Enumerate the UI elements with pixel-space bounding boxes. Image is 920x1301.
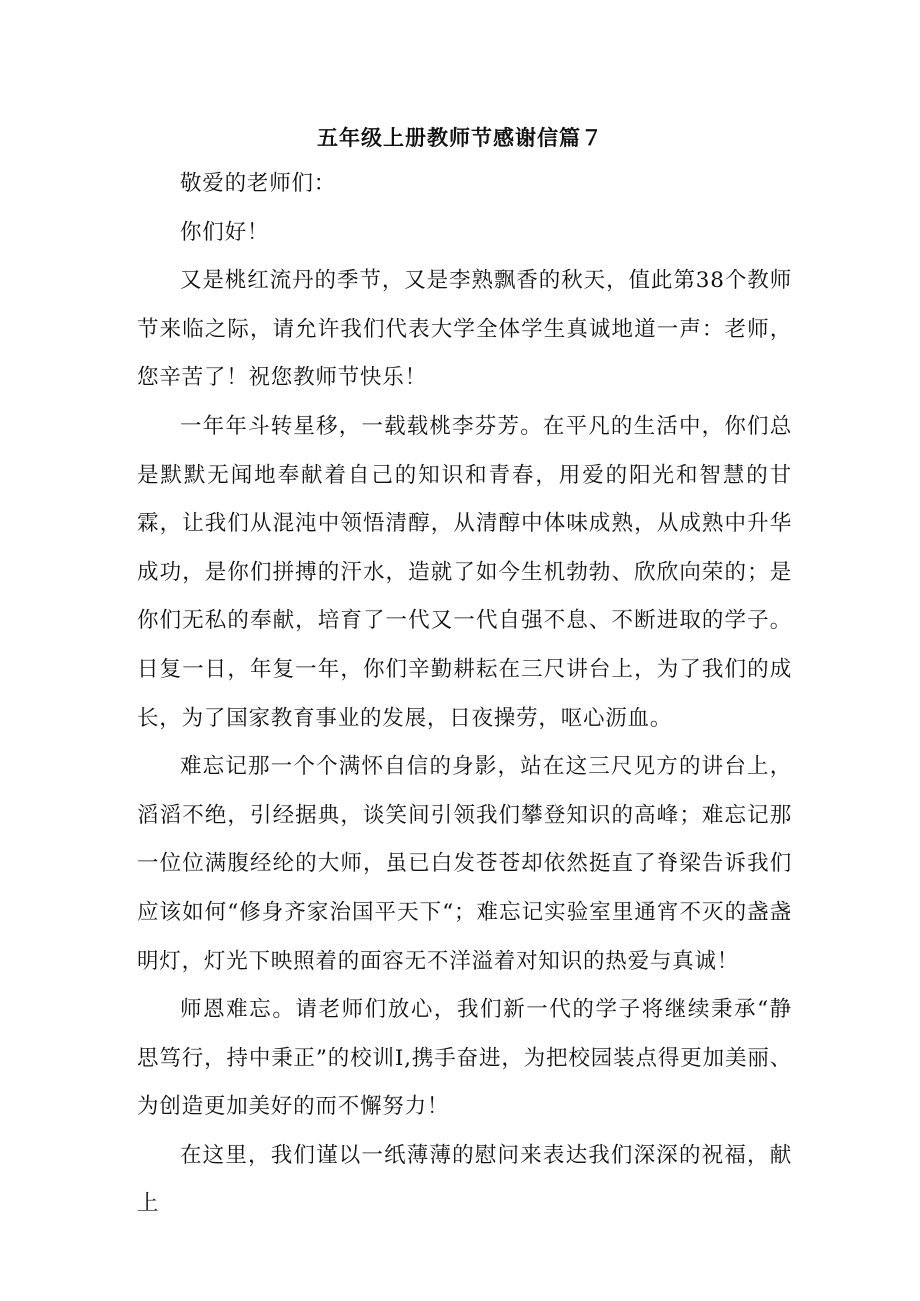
paragraph-3: 难忘记那一个个满怀自信的身影，站在这三尺见方的讲台上，滔滔不绝，引经据典，谈笑间引领我们攀登知识的高峰；难忘记那一位位满腹经纶的大师，虽已白发苍苍却依然挺直了脊梁告诉我们应该如何“修身齐家治国平天下“；难忘记实验室里通宵不灭的盏盏明灯，灯光下映照着的面容无不洋溢着对知识的热爱与真诚！ xyxy=(137,754,792,974)
salutation: 敬爱的老师们： xyxy=(180,171,337,196)
letter-title: 五年级上册教师节感谢信篇７ xyxy=(317,125,603,150)
paragraph-4: 师恩难忘。请老师们放心，我们新一代的学子将继续秉承“静思笃行，持中秉正”的校训I,携手奋进，为把校园装点得更加美丽、为创造更加美好的而不懈努力！ xyxy=(137,997,792,1120)
paragraph-2: 一年年斗转星移，一载载桃李芬芳。在平凡的生活中，你们总是默默无闻地奉献着自己的知识和青春，用爱的阳光和智慧的甘霖，让我们从混沌中领悟清醇，从清醇中体味成熟，从成熟中升华成功，是你们拼搏的汗水，造就了如今生机勃勃、欣欣向荣的；是你们无私的奉献，培育了一代又一代自强不息、不断进取的学子。日复一日，年复一年，你们辛勤耕耘在三尺讲台上，为了我们的成长，为了国家教育事业的发展，日夜操劳，呕心沥血。 xyxy=(137,413,792,731)
greeting-line: 你们好！ xyxy=(180,219,270,245)
paragraph-5: 在这里，我们谨以一纸薄薄的慰问来表达我们深深的祝福，献上 xyxy=(137,1142,792,1217)
paragraph-1: 又是桃红流丹的季节，又是李熟飘香的秋天，值此第38个教师节来临之际，请允许我们代表大学全体学生真诚地道一声：老师，您辛苦了！祝您教师节快乐！ xyxy=(137,268,792,391)
letter-body xyxy=(137,160,792,1229)
